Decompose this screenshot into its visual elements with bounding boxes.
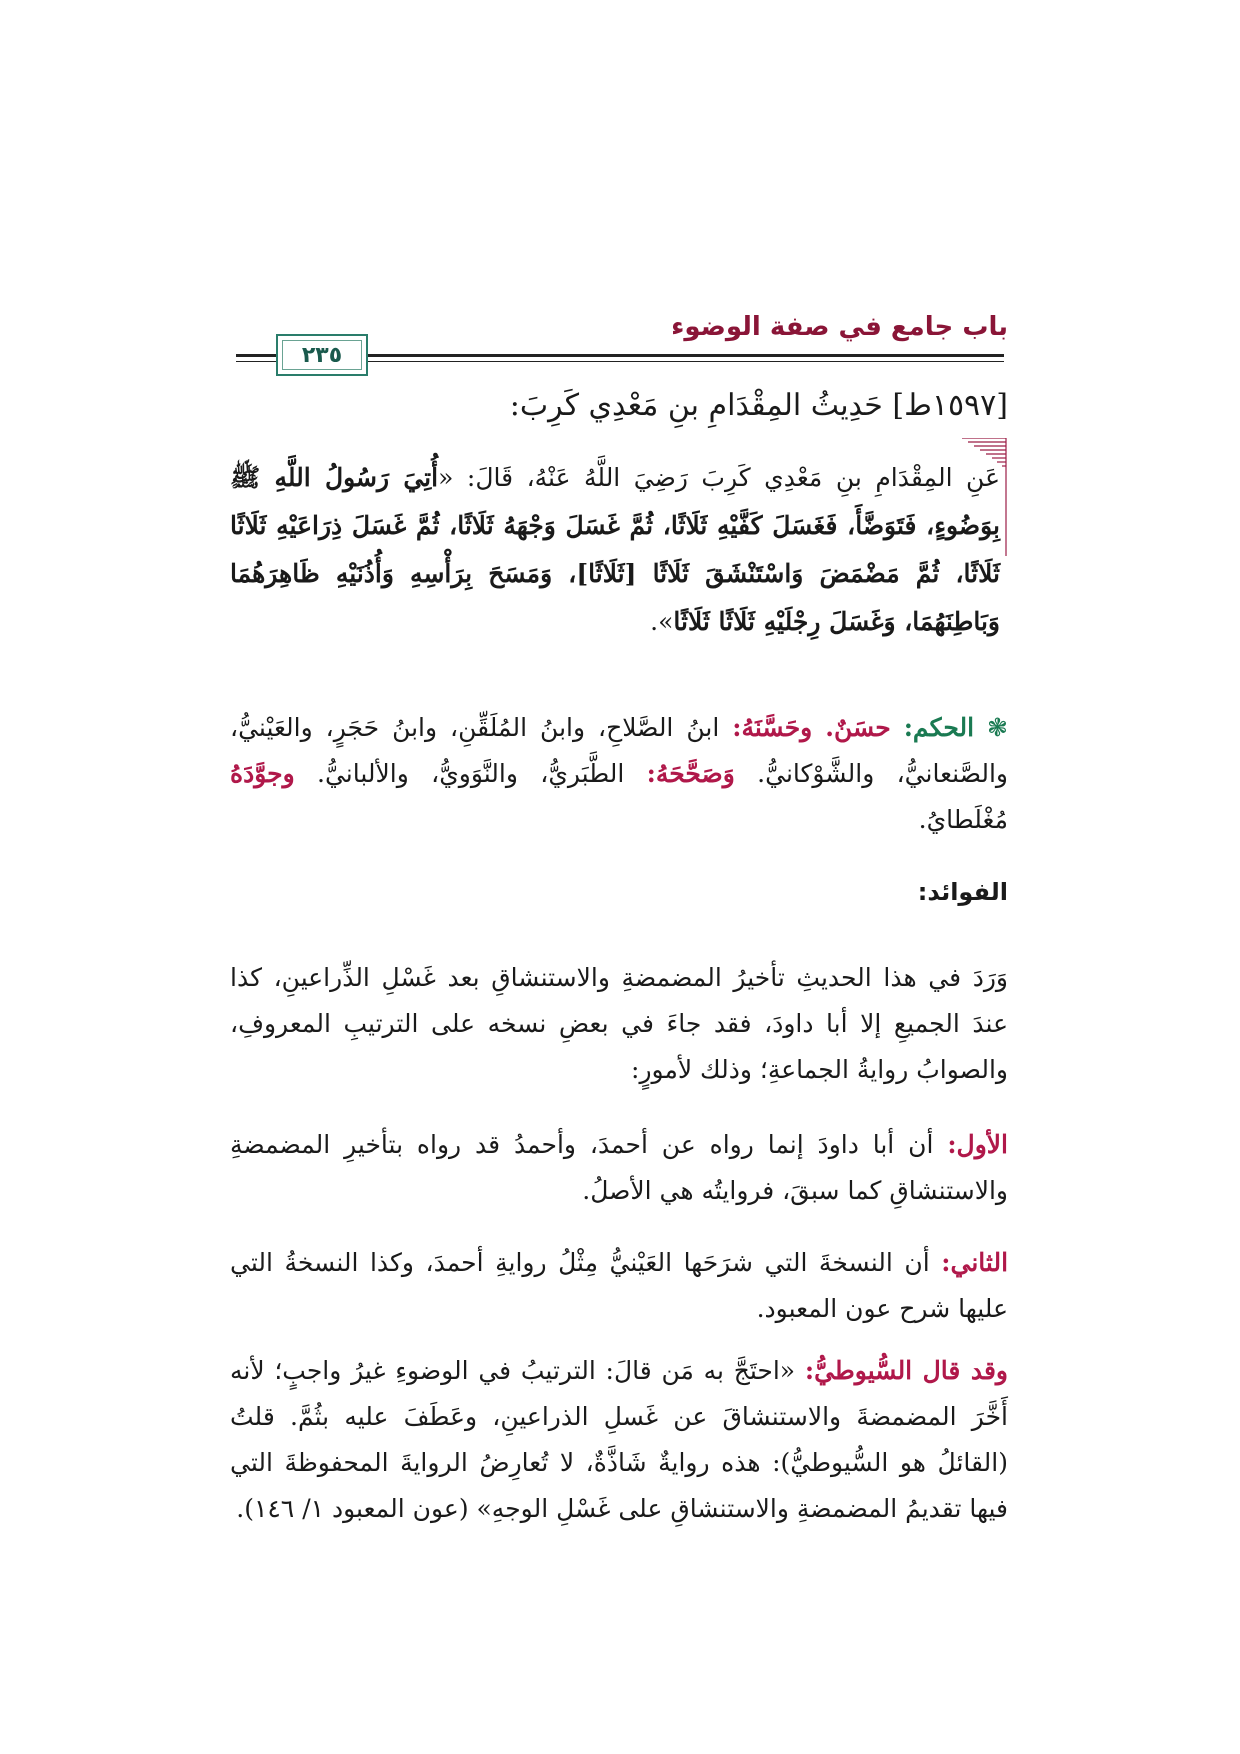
hassanahu-text: ابنُ الصَّلاحِ، وابنُ المُلَقِّنِ، وابنُ حَجَرٍ، والعَيْنيُّ، والصَّنعانيُّ، والشَّوْكانيُّ. <box>230 713 1009 788</box>
running-header: باب جامع في صفة الوضوء <box>671 312 1008 342</box>
hadith-body: أُتِيَ رَسُولُ اللَّهِ ﷺ بِوَضُوءٍ، فَتَوَضَّأَ، فَغَسَلَ كَفَّيْهِ ثَلَاثًا، ثُمَّ غَسَلَ وَجْهَهُ ثَلَاثًا، ثُمَّ غَسَلَ ذِرَاعَيْهِ ثَلَاثًا ثَلَاثًا، ثُمَّ مَضْمَضَ وَاسْتَنْشَقَ ثَلَاثًا [ثَلَاثًا]، وَمَسَحَ بِرَأْسِهِ وَأُذُنَيْهِ ظَاهِرَهُمَا وَبَاطِنَهُمَا، وَغَسَلَ رِجْلَيْهِ ثَلَاثًا ثَلَاثًا <box>230 463 1000 636</box>
page-number: ٢٣٥ <box>282 340 362 370</box>
ruling-label: الحكم: <box>903 713 975 742</box>
quote-text: «احتَجَّ به مَن قالَ: الترتيبُ في الوضوءِ غيرُ واجبٍ؛ لأنه أَخَّرَ المضمضةَ والاستنشاقَ عن غَسلِ الذراعينِ، وعَطَفَ عليه بثُمَّ. قلتُ (القائلُ هو السُّيوطيُّ): هذه روايةٌ شَاذَّةٌ، لا تُعارِضُ الروايةَ المحفوظةَ التي فيها تقديمُ المضمضةِ والاستنشاقِ على غَسْلِ الوجهِ» (عون المعبود ١/ ١٤٦). <box>230 1356 1008 1523</box>
point-text: أن أبا داودَ إنما رواه عن أحمدَ، وأحمدُ قد رواه بتأخيرِ المضمضةِ والاستنشاقِ كما سبقَ، فروايتُه هي الأصلُ. <box>230 1130 1008 1205</box>
hadith-title: [١٥٩٧ط] حَدِيثُ المِقْدَامِ بنِ مَعْدِي كَرِبَ: <box>509 388 1008 423</box>
ornament-icon: ❃ <box>987 713 1008 742</box>
fawaid-title: الفوائد: <box>917 878 1008 906</box>
jawwadahu-text: مُغْلَطايُ. <box>918 805 1008 834</box>
ruling-section <box>230 705 1008 843</box>
paragraph-second-point <box>230 1240 1008 1332</box>
point-label: الثاني: <box>941 1248 1009 1277</box>
quote-label: وقد قال السُّيوطيُّ: <box>804 1356 1009 1385</box>
ruling-verdict: حسَنٌ. <box>825 713 891 742</box>
hadith-outro: ». <box>650 607 674 636</box>
paragraph-first-point <box>230 1122 1008 1214</box>
sahhahahu-label: وَصَحَّحَهُ: <box>646 759 735 788</box>
paragraph: وَرَدَ في هذا الحديثِ تأخيرُ المضمضةِ والاستنشاقِ بعد غَسْلِ الذِّراعينِ، كذا عندَ الجميعِ إلا أبا داودَ، فقد جاءَ في بعضِ نسخه على الترتيبِ المعروفِ، والصوابُ روايةُ الجماعةِ؛ وذلك لأمورٍ: <box>230 963 1008 1084</box>
point-label: الأول: <box>947 1130 1008 1159</box>
hassanahu-label: وحَسَّنَهُ: <box>732 713 813 742</box>
hadith-text <box>230 454 1000 646</box>
hadith-intro: عَنِ المِقْدَامِ بنِ مَعْدِي كَرِبَ رَضِيَ اللَّهُ عَنْهُ، قَالَ: « <box>438 463 1000 492</box>
page-number-frame <box>276 334 368 376</box>
sahhahahu-text: الطَّبَريُّ، والنَّوَويُّ، والألبانيُّ. <box>317 759 625 788</box>
jawwadahu-label: وجوَّدَهُ <box>230 759 295 788</box>
point-text: أن النسخةَ التي شرَحَها العَيْنيُّ مِثْلُ روايةِ أحمدَ، وكذا النسخةُ التي عليها شرح عون المعبود. <box>230 1248 1008 1323</box>
paragraph-suyuti-quote <box>230 1348 1008 1532</box>
